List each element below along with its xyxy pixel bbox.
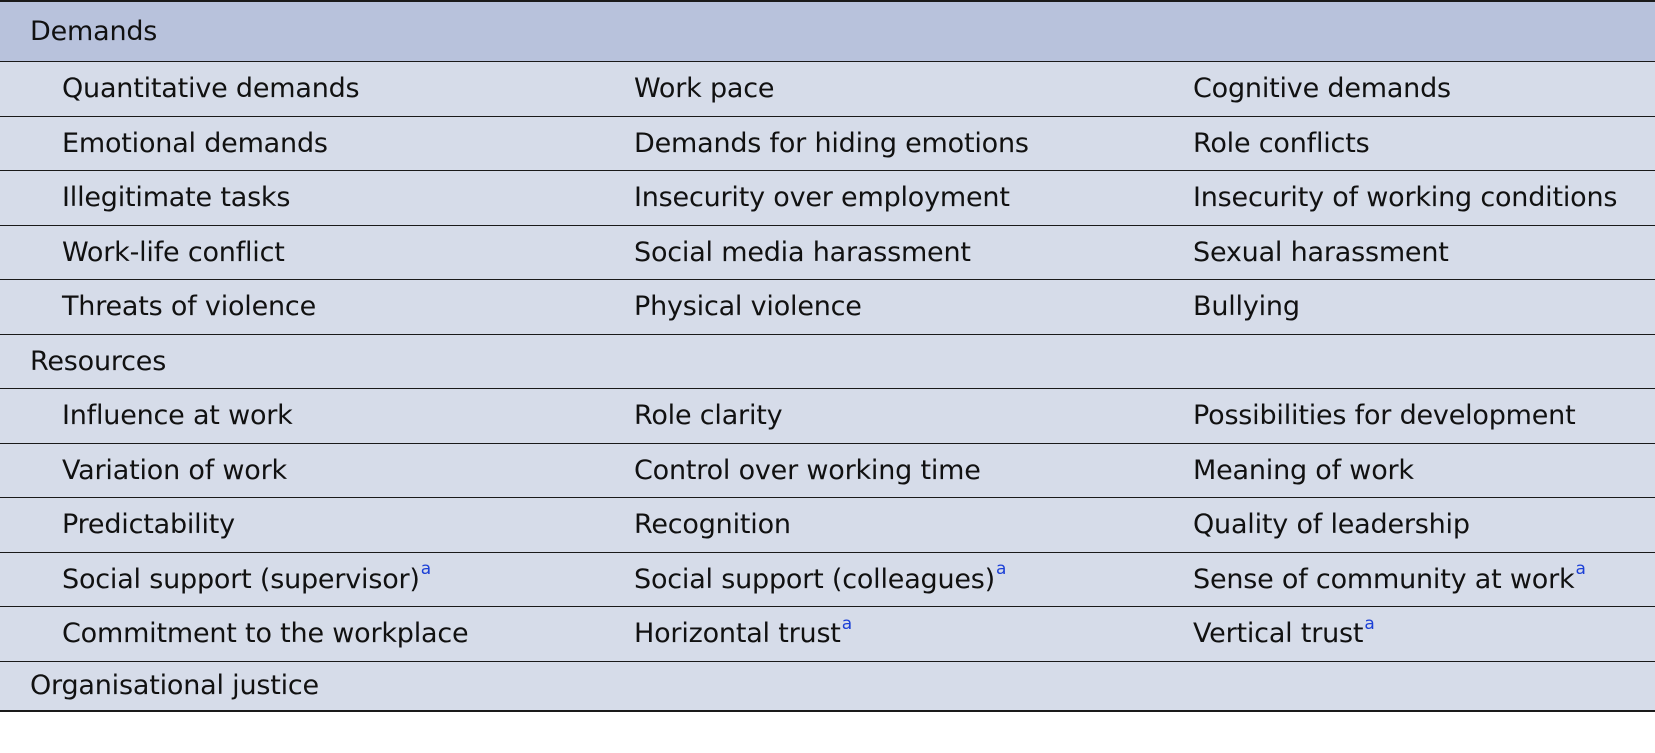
table-cell: Variation of work bbox=[62, 454, 287, 486]
cell-text: Social support (supervisor) bbox=[62, 563, 420, 595]
section-title: Organisational justice bbox=[30, 670, 319, 701]
section-title: Demands bbox=[30, 16, 158, 47]
table-row bbox=[0, 444, 1655, 499]
cell-text: Social support (colleagues) bbox=[634, 563, 995, 595]
table-row bbox=[0, 389, 1655, 444]
table-row bbox=[0, 607, 1655, 662]
table-cell: Sexual harassment bbox=[1193, 236, 1449, 268]
table-cell: Cognitive demands bbox=[1193, 73, 1451, 105]
table-row bbox=[0, 553, 1655, 608]
table-cell bbox=[1193, 553, 1586, 607]
table-cell: Demands for hiding emotions bbox=[634, 127, 1029, 159]
footnote-marker[interactable]: a bbox=[841, 613, 852, 634]
table-cell: Insecurity over employment bbox=[634, 182, 1010, 214]
footnote-marker[interactable]: a bbox=[420, 559, 431, 580]
table-row bbox=[0, 280, 1655, 335]
table-cell: Recognition bbox=[634, 509, 791, 541]
section-header-demands bbox=[0, 0, 1655, 62]
footnote-marker[interactable]: a bbox=[1575, 559, 1586, 580]
table-cell: Role clarity bbox=[634, 400, 783, 432]
section-header-resources bbox=[0, 335, 1655, 390]
table-cell: Influence at work bbox=[62, 400, 293, 432]
table-cell: Social media harassment bbox=[634, 236, 971, 268]
table-cell: Role conflicts bbox=[1193, 127, 1370, 159]
table-cell: Physical violence bbox=[634, 291, 862, 323]
table-cell: Work-life conflict bbox=[62, 236, 285, 268]
table-cell bbox=[62, 553, 431, 607]
table-cell: Predictability bbox=[62, 509, 235, 541]
table-row bbox=[0, 62, 1655, 117]
table-cell bbox=[634, 553, 1006, 607]
table-row bbox=[0, 171, 1655, 226]
table-cell: Quantitative demands bbox=[62, 73, 360, 105]
table-row bbox=[0, 226, 1655, 281]
table-cell: Illegitimate tasks bbox=[62, 182, 291, 214]
table-row bbox=[0, 498, 1655, 553]
table-cell bbox=[634, 607, 852, 661]
table-cell: Work pace bbox=[634, 73, 775, 105]
table-cell bbox=[1193, 607, 1375, 661]
table-cell: Meaning of work bbox=[1193, 454, 1414, 486]
footnote-marker[interactable]: a bbox=[1364, 613, 1375, 634]
cell-text: Sense of community at work bbox=[1193, 563, 1575, 595]
table-cell: Quality of leadership bbox=[1193, 509, 1470, 541]
table-cell: Emotional demands bbox=[62, 127, 328, 159]
table-cell: Possibilities for development bbox=[1193, 400, 1576, 432]
table-cell: Bullying bbox=[1193, 291, 1300, 323]
footnote-marker[interactable]: a bbox=[996, 559, 1007, 580]
table-cell: Commitment to the workplace bbox=[62, 618, 469, 650]
table-cell: Control over working time bbox=[634, 454, 981, 486]
table-cell: Insecurity of working conditions bbox=[1193, 182, 1618, 214]
section-title: Resources bbox=[30, 345, 167, 377]
table-cell: Threats of violence bbox=[62, 291, 316, 323]
cell-text: Horizontal trust bbox=[634, 618, 841, 650]
table-row bbox=[0, 117, 1655, 172]
section-header-organisational-justice bbox=[0, 662, 1655, 712]
cell-text: Vertical trust bbox=[1193, 618, 1364, 650]
